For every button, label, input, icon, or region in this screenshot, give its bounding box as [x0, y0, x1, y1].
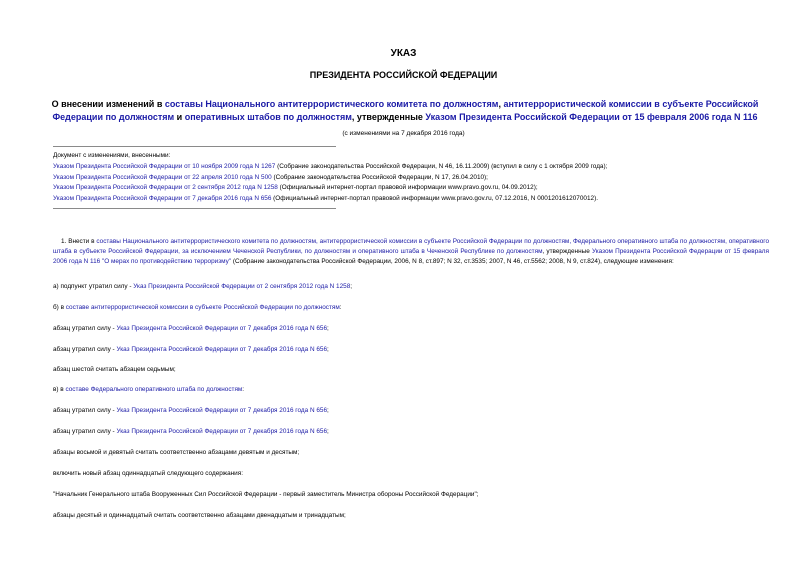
- para1-text-3: (Собрание законодательства Российской Федерации, 2006, N 8, ст.897; N 32, ст.3535; 2007, N 46, ст.5562; 2008, N 9, ст.824), следующие изменения:: [231, 258, 674, 265]
- doc-change-text: (Официальный интернет-портал правовой информации www.pravo.gov.ru, 07.12.2016, N 0001201612070012).: [271, 195, 598, 203]
- document-subtitle: ПРЕЗИДЕНТА РОССИЙСКОЙ ФЕДЕРАЦИИ: [309, 70, 498, 80]
- doc-change-item: [53, 173, 773, 184]
- item-v-text: в) в: [53, 386, 66, 393]
- para1-link-decree-116[interactable]: Указом Президента Российской Федерации от 15 февраля 2006 года N 116 "О мерах по противодействию терроризму": [53, 248, 769, 265]
- doc-change-link[interactable]: Указом Президента Российской Федерации от 7 декабря 2016 года N 656: [53, 195, 272, 203]
- amendment-note: (с изменениями на 7 декабря 2016 года): [342, 130, 465, 137]
- doc-changes-box: [53, 151, 773, 205]
- doc-change-item: [53, 194, 773, 205]
- lost-force-suffix: ;: [327, 325, 329, 332]
- paragraph-1: [53, 237, 769, 267]
- lost-force-suffix: ;: [327, 407, 329, 414]
- lost-force-text: абзац утратил силу -: [53, 407, 117, 414]
- para1-text-2: , утвержденные: [542, 248, 592, 255]
- heading-link-committee[interactable]: составы Национального антитеррористического комитета по должностям: [164, 99, 499, 109]
- item-v: [53, 386, 244, 393]
- item-v-suffix: :: [242, 386, 245, 393]
- doc-change-text: (Собрание законодательства Российской Федерации, N 17, 26.04.2010);: [271, 173, 488, 181]
- lost-force-suffix: ;: [327, 346, 329, 353]
- divider-bottom: [53, 208, 336, 209]
- lost-force-line: [53, 407, 329, 414]
- document-title: УКАЗ: [390, 48, 417, 59]
- item-b: [53, 304, 342, 311]
- lost-force-text: абзац утратил силу -: [53, 346, 117, 353]
- document-heading: [40, 98, 770, 124]
- item-a-suffix: ;: [350, 283, 353, 290]
- lost-force-line: [53, 428, 329, 435]
- doc-change-text: (Собрание законодательства Российской Федерации, N 46, 16.11.2009) (вступил в силу с 1 октября 2009 года);: [275, 162, 608, 170]
- decree-656-link[interactable]: Указ Президента Российской Федерации от 7 декабря 2016 года N 656: [116, 325, 327, 332]
- divider-top: [53, 146, 336, 147]
- sixth-paragraph-note: абзац шестой считать абзацем седьмым;: [53, 366, 176, 373]
- heading-link-decree-116[interactable]: Указом Президента Российской Федерации от 15 февраля 2006 года N 116: [425, 112, 758, 122]
- item-b-link[interactable]: составе антитеррористической комиссии в субъекте Российской Федерации по должностям: [65, 304, 340, 311]
- include-note: включить новый абзац одиннадцатый следующего содержания:: [53, 470, 243, 477]
- heading-text-1: О внесении изменений в: [51, 99, 165, 109]
- doc-changes-label: Документ с изменениями, внесенными:: [53, 152, 171, 159]
- para1-text-1: 1. Внести в: [61, 238, 97, 245]
- heading-text-3: и: [174, 112, 185, 122]
- renumber-note-2: абзацы десятый и одиннадцатый считать соответственно абзацами двенадцатым и тринадцатым;: [53, 512, 346, 519]
- renumber-note: абзацы восьмой и девятый считать соответственно абзацами девятым и десятым;: [53, 449, 300, 456]
- doc-change-item: [53, 183, 773, 194]
- para1-link-compositions[interactable]: составы Национального антитеррористического комитета по должностям, антитеррористической комиссии в субъекте Российской Федерации по должностям, Федерального оперативного штаба по должностям, оперативного штаба в субъекте Российской Федерации, за исключением Чеченской Республики, по должностям и оперативного штаба в Чеченской Республике по должностям: [53, 238, 769, 255]
- doc-change-text: (Официальный интернет-портал правовой информации www.pravo.gov.ru, 04.09.2012);: [277, 184, 538, 192]
- doc-change-link[interactable]: Указом Президента Российской Федерации от 22 апреля 2010 года N 500: [53, 173, 272, 181]
- decree-656-link[interactable]: Указ Президента Российской Федерации от 7 декабря 2016 года N 656: [116, 428, 327, 435]
- item-a-link[interactable]: Указ Президента Российской Федерации от 2 сентября 2012 года N 1258: [133, 283, 351, 290]
- decree-656-link[interactable]: Указ Президента Российской Федерации от 7 декабря 2016 года N 656: [116, 407, 327, 414]
- item-v-link[interactable]: составе Федерального оперативного штаба по должностям: [65, 386, 243, 393]
- doc-change-link[interactable]: Указом Президента Российской Федерации от 2 сентября 2012 года N 1258: [53, 184, 278, 192]
- heading-text-4: , утвержденные: [351, 112, 426, 122]
- item-a: [53, 283, 352, 290]
- item-b-suffix: :: [339, 304, 342, 311]
- decree-656-link[interactable]: Указ Президента Российской Федерации от 7 декабря 2016 года N 656: [116, 346, 327, 353]
- lost-force-line: [53, 325, 329, 332]
- item-b-text: б) в: [53, 304, 66, 311]
- item-a-text: а) подпункт утратил силу -: [53, 283, 134, 290]
- lost-force-line: [53, 346, 329, 353]
- doc-change-item: [53, 162, 773, 173]
- lost-force-text: абзац утратил силу -: [53, 428, 117, 435]
- quote-text: "Начальник Генерального штаба Вооруженных Сил Российской Федерации - первый заместитель Министра обороны Российской Федерации";: [53, 491, 479, 498]
- heading-link-staffs[interactable]: оперативных штабов по должностям: [184, 112, 352, 122]
- heading-text-2: ,: [498, 99, 504, 109]
- lost-force-suffix: ;: [327, 428, 329, 435]
- lost-force-text: абзац утратил силу -: [53, 325, 117, 332]
- doc-change-link[interactable]: Указом Президента Российской Федерации от 10 ноября 2009 года N 1267: [53, 162, 276, 170]
- heading-link-commission[interactable]: антитеррористической комиссии в субъекте Российской Федерации по должностям: [52, 99, 759, 122]
